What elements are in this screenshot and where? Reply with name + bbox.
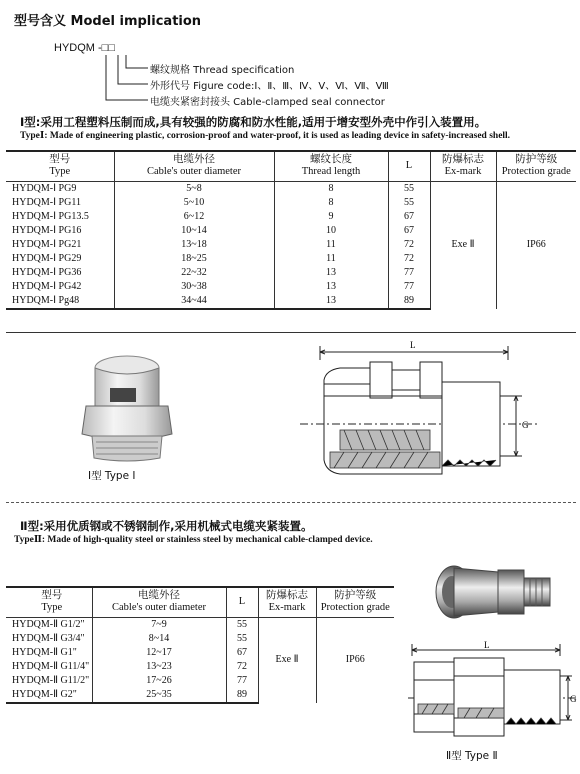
- table-cell: HYDQM-Ⅱ G2": [6, 688, 92, 703]
- type2-dim-g: G: [570, 694, 577, 704]
- col-type-header: 型号 Type: [6, 587, 92, 617]
- table-row: [6, 617, 394, 632]
- table-cell: 11: [274, 252, 388, 266]
- type1-caption: Ⅰ型 Type Ⅰ: [88, 470, 136, 482]
- ex-mark-cell: Exe Ⅱ: [258, 617, 316, 703]
- col-type-header: 型号 Type: [6, 151, 114, 181]
- table-cell: HYDQM-Ⅰ PG9: [12, 182, 77, 194]
- table-cell: 12~17: [92, 646, 226, 660]
- table-cell: 13: [274, 294, 388, 309]
- table-cell: 25~35: [92, 688, 226, 703]
- type1-spec-table: [6, 150, 576, 310]
- type2-heading-en: TypeⅡ: Made of high-quality steel or stainless steel by mechanical cable-clamped device.: [14, 535, 373, 545]
- explanation-connector: 电缆夹紧密封接头 Cable-clamped seal connector: [150, 97, 385, 108]
- table-cell: 17~26: [92, 674, 226, 688]
- table-cell: 22~32: [114, 266, 274, 280]
- type2-dim-l: L: [484, 640, 490, 650]
- col-thread-length-header: 螺纹长度 Thread length: [274, 151, 388, 181]
- table-cell: 55: [226, 617, 258, 632]
- table-cell: 77: [388, 280, 430, 294]
- type1-photo: [72, 346, 180, 464]
- table-cell: 8: [274, 181, 388, 196]
- table-cell: 67: [388, 210, 430, 224]
- type1-dim-l: L: [410, 340, 416, 350]
- type1-heading-cn: Ⅰ型:采用工程塑料压制而成,具有较强的防腐和防水性能,适用于增安型外壳中作引入装置用。: [20, 115, 487, 129]
- table-cell: 72: [226, 660, 258, 674]
- col-protection-header: 防护等级 Protection grade: [316, 587, 394, 617]
- col-l-header: L: [388, 151, 430, 181]
- table-cell: HYDQM-Ⅰ PG29: [12, 252, 82, 264]
- table-cell: HYDQM-Ⅰ PG13.5: [12, 210, 89, 222]
- table-cell: 77: [226, 674, 258, 688]
- table-cell: 77: [388, 266, 430, 280]
- model-prefix: HYDQM -: [54, 42, 102, 54]
- col-l-header: L: [226, 587, 258, 617]
- type1-drawing: [300, 340, 540, 490]
- type1-heading-en: TypeⅠ: Made of engineering plastic, corrosion-proof and water-proof, it is used as leading device in safety-increased shell.: [20, 131, 511, 141]
- col-protection-header: 防护等级 Protection grade: [496, 151, 576, 181]
- table-cell: 89: [388, 294, 430, 309]
- table-cell: 55: [226, 632, 258, 646]
- protection-grade-cell: IP66: [496, 181, 576, 309]
- protection-grade-cell: IP66: [316, 617, 394, 703]
- table-cell: HYDQM-Ⅰ PG42: [12, 280, 82, 292]
- table-cell: 72: [388, 252, 430, 266]
- col-ex-mark-header: 防爆标志 Ex-mark: [430, 151, 496, 181]
- table-cell: 13~18: [114, 238, 274, 252]
- table-header-row: [6, 151, 576, 181]
- table-cell: 8~14: [92, 632, 226, 646]
- table-cell: 30~38: [114, 280, 274, 294]
- table-cell: HYDQM-Ⅱ G11/4": [12, 660, 90, 672]
- col-cable-diameter-header: 电缆外径 Cable's outer diameter: [92, 587, 226, 617]
- table-cell: HYDQM-Ⅱ G3/4": [12, 632, 85, 644]
- table-cell: 67: [226, 646, 258, 660]
- table-cell: HYDQM-Ⅱ G1/2": [12, 618, 85, 630]
- table-header-row: [6, 587, 394, 617]
- explanation-figure-code: 外形代号 Figure code:Ⅰ、Ⅱ、Ⅲ、Ⅳ、Ⅴ、Ⅵ、Ⅶ、Ⅷ: [150, 81, 389, 92]
- table-cell: 55: [388, 181, 430, 196]
- table-cell: 18~25: [114, 252, 274, 266]
- col-ex-mark-header: 防爆标志 Ex-mark: [258, 587, 316, 617]
- table-cell: 55: [388, 196, 430, 210]
- type2-spec-table: [6, 586, 394, 704]
- table-cell: 10: [274, 224, 388, 238]
- type2-drawing: [408, 640, 578, 744]
- table-cell: HYDQM-Ⅰ PG21: [12, 238, 82, 250]
- type2-heading-cn: Ⅱ型:采用优质钢或不锈钢制作,采用机械式电缆夹紧装置。: [20, 519, 313, 533]
- table-cell: 11: [274, 238, 388, 252]
- table-cell: 7~9: [92, 617, 226, 632]
- table-cell: 8: [274, 196, 388, 210]
- table-cell: 72: [388, 238, 430, 252]
- ex-mark-cell: Exe Ⅱ: [430, 181, 496, 309]
- col-cable-diameter-header: 电缆外径 Cable's outer diameter: [114, 151, 274, 181]
- table-cell: 13: [274, 280, 388, 294]
- table-cell: 89: [226, 688, 258, 703]
- table-cell: HYDQM-Ⅰ Pg48: [6, 294, 114, 309]
- table-cell: HYDQM-Ⅰ PG11: [12, 196, 81, 208]
- table-cell: HYDQM-Ⅱ G11/2": [12, 674, 90, 686]
- page-title: 型号含义 Model implication: [14, 14, 202, 29]
- table-cell: HYDQM-Ⅰ PG36: [12, 266, 82, 278]
- table-cell: 5~8: [114, 181, 274, 196]
- type1-dim-g: G: [522, 420, 529, 430]
- table-cell: 6~12: [114, 210, 274, 224]
- table-cell: 13: [274, 266, 388, 280]
- table-cell: 5~10: [114, 196, 274, 210]
- table-row: [6, 181, 576, 196]
- type2-caption: Ⅱ型 Type Ⅱ: [446, 750, 498, 762]
- table-cell: 34~44: [114, 294, 274, 309]
- table-cell: 13~23: [92, 660, 226, 674]
- table-cell: 67: [388, 224, 430, 238]
- type2-photo: [428, 556, 556, 628]
- table-cell: HYDQM-Ⅱ G1": [12, 646, 77, 658]
- table-cell: HYDQM-Ⅰ PG16: [12, 224, 82, 236]
- table-cell: 10~14: [114, 224, 274, 238]
- explanation-thread-spec: 螺纹规格 Thread specification: [150, 65, 295, 76]
- model-boxes: □□: [101, 42, 115, 54]
- table-cell: 9: [274, 210, 388, 224]
